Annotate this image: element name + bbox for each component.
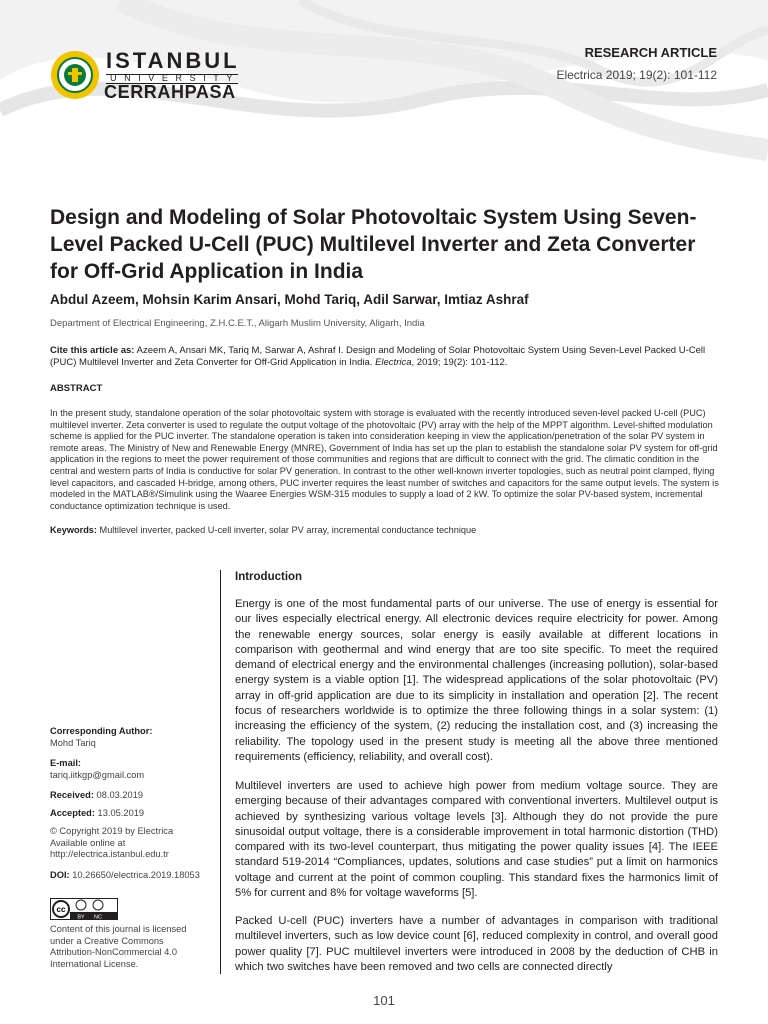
body-paragraph: Packed U-cell (PUC) inverters have a number of advantages in comparison with traditional multilevel inverters, such as low device count [6], reduced complexity in control, and overall good power quality [7]. PUC multilevel inverters were introduced in 2008 by the deduction of CHB in which two switches have been removed and two cells are connected directly <box>235 915 718 973</box>
received-label: Received: <box>50 790 94 800</box>
corresponding-label: Corresponding Author: <box>50 726 153 736</box>
received-value: 08.03.2019 <box>96 790 144 800</box>
journal-citation: Electrica 2019; 19(2): 101-112 <box>556 68 717 82</box>
corresponding-author <box>50 726 215 749</box>
logo-cerrahpasa: CERRAHPASA <box>104 82 236 102</box>
keywords <box>50 525 722 535</box>
author-list: Abdul Azeem, Mohsin Karim Ansari, Mohd Tariq, Adil Sarwar, Imtiaz Ashraf <box>50 292 529 307</box>
doi-value[interactable]: 10.26650/electrica.2019.18053 <box>72 870 200 880</box>
email-block <box>50 758 215 781</box>
article-type: RESEARCH ARTICLE <box>584 45 717 60</box>
cite-label: Cite this article as: <box>50 345 135 356</box>
license-note: Content of this journal is licensed under a Creative Commons Attribution-NonCommercial 4.0 International License. <box>50 924 187 969</box>
received-date <box>50 790 215 802</box>
abstract-text: In the present study, standalone operation of the solar photovoltaic system with storage is evaluated with the recently introduced seven-level packed U-cell (PUC) multilevel inverter. Zeta converter is used to regulate the output voltage of the photovoltaic (PV) array with the help of the MPPT algorithm. Level-shifted modulation scheme is applied for the PUC inverter. The standalone operation is taken into consideration keeping in view the application/penetration of the solar PV system in remote areas. The Ministry of New and Renewable Energy (MNRE), Government of India has set up the plan to establish the standalone solar PV system for off-grid application in the regions to meet the power requirement of those communities and regions that are difficult to connect with the grid. The climatic condition in the central and western parts of India is conductive for solar PV generation. In contrast to the other well-known inverter topologies, such as neutral point clamped, flying level capacitors, and cascaded H-bridge, among others, PUC inverter requires the least number of switches and capacitors for the same output levels. The system is modeled in the MATLAB®/Simulink using the Waaree Energies WSM-315 modules to supply a load of 2 kW. To optimize the solar PV-based system, incremental conductance optimization technique is used. <box>50 408 719 511</box>
cc-by-label: BY <box>77 914 85 920</box>
article-title: Design and Modeling of Solar Photovoltaic System Using Seven-Level Packed U-Cell (PUC) Multilevel Inverter and Zeta Converter for Off-Grid Application in India <box>50 206 697 283</box>
email-label: E-mail: <box>50 758 81 768</box>
email-link[interactable]: tariq.iitkgp@gmail.com <box>50 769 145 780</box>
accepted-date <box>50 808 215 820</box>
cite-tail: , 2019; 19(2): 101-112. <box>411 357 508 368</box>
keywords-text: Multilevel inverter, packed U-cell inverter, solar PV array, incremental conductance technique <box>99 525 477 535</box>
abstract-heading: ABSTRACT <box>50 383 103 394</box>
page-number: 101 <box>373 993 395 1008</box>
logo-university: UNIVERSITY <box>110 73 241 83</box>
accepted-value: 13.05.2019 <box>97 808 145 818</box>
cc-nc-label: NC <box>94 914 102 920</box>
accepted-label: Accepted: <box>50 808 95 818</box>
cc-by-nc-badge-icon <box>50 898 118 920</box>
university-logo <box>50 50 250 102</box>
copyright-note: © Copyright 2019 by Electrica Available online at http://electrica.istanbul.edu.tr <box>50 826 174 859</box>
cc-label: cc <box>56 905 66 914</box>
affiliation: Department of Electrical Engineering, Z.H.C.E.T., Aligarh Muslim University, Aligarh, India <box>50 318 425 329</box>
university-seal-icon <box>50 50 100 100</box>
cite-journal: Electrica <box>375 357 412 368</box>
introduction-heading: Introduction <box>235 571 303 583</box>
keywords-label: Keywords: <box>50 525 97 535</box>
column-divider <box>220 570 221 974</box>
body-paragraph: Energy is one of the most fundamental parts of our universe. The use of energy is essential for our lives especially electrical energy. All electronic devices require electricity for power. Among the renewable energy sources, solar energy is easily available at different locations in comparison with geothermal and wind energy that are too site specific. To meet the required demand of electrical energy and the environmental challenges (increasing pollution), solar-based energy system is a viable option [1]. The widespread applications of the solar photovoltaic (PV) array in off-grid application are due to its simplicity in installation and operation [2]. The recent focus of researchers worldwide is to optimize the three following things in a solar system: (1) increasing the efficiency of the system, (2) reducing the installation cost, and (3) increasing the reliability. The topology used in the present study is meeting all the above three mentioned requirements (efficiency, reliability, and overall cost). <box>235 598 718 763</box>
corresponding-name: Mohd Tariq <box>50 737 96 748</box>
cite-block <box>50 345 722 369</box>
logo-istanbul: ISTANBUL <box>106 48 240 73</box>
body-paragraph: Multilevel inverters are used to achieve high power from medium voltage source. They are emerging because of their advantages compared with conventional inverters. Multilevel output is achieved by synthesizing various voltage levels [3]. Although they do not provide the pure sinusoidal output voltage, there is a considerable improvement in total harmonic distortion (THD) compared with its two-level counterpart, thus mitigating the power quality issues [4]. The IEEE standard 519-2014 “Compliances, updates, solutions and case studies” put a limit on harmonics voltage and current at the point of common coupling. This standard fixes the harmonics limit of 5% for current and 8% for voltage waveforms [5]. <box>235 780 718 900</box>
doi-block <box>50 870 220 882</box>
cite-text: Azeem A, Ansari MK, Tariq M, Sarwar A, Ashraf I. Design and Modeling of Solar Photovoltaic System Using Seven-Level Packed U-Cell (PUC) Multilevel Inverter and Zeta Converter for Off-Grid Application in India. <box>50 345 706 368</box>
doi-label: DOI: <box>50 870 70 880</box>
